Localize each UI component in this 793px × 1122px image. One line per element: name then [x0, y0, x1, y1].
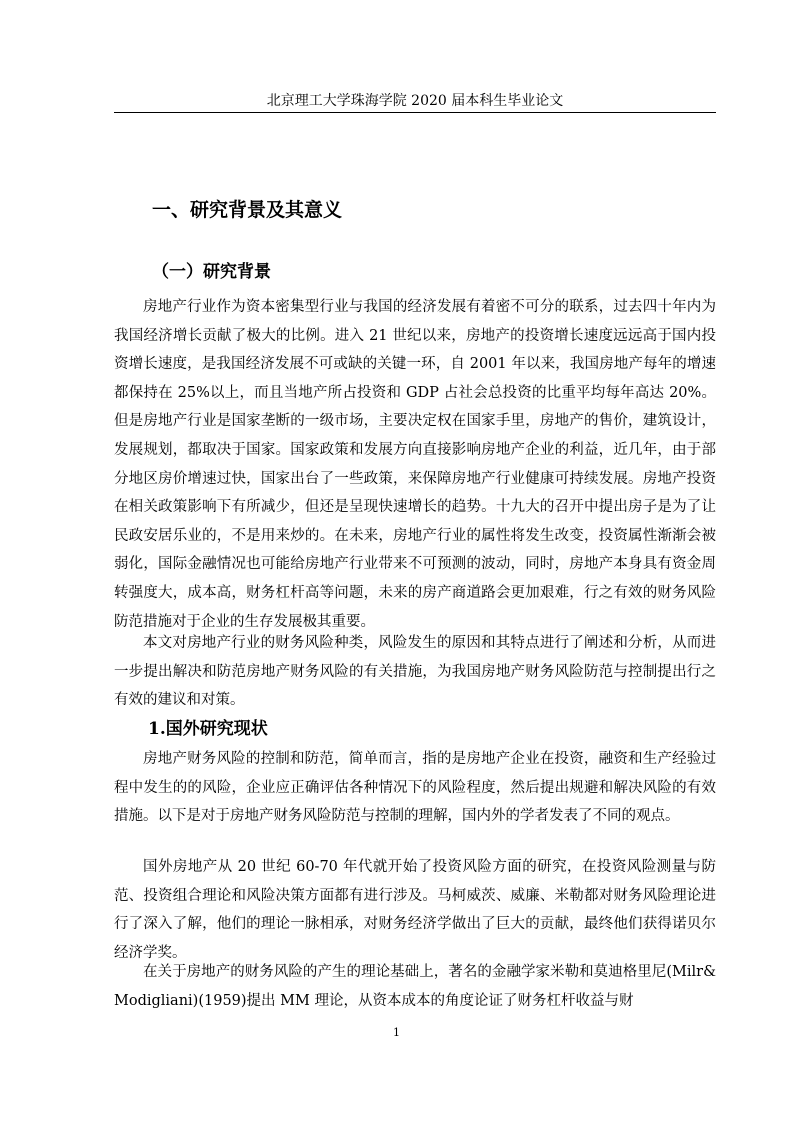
subsubsection-heading: 1.国外研究现状 [148, 719, 268, 739]
running-header: 北京理工大学珠海学院 2020 届本科生毕业论文 [266, 93, 564, 109]
paragraph-background-1: 房地产行业作为资本密集型行业与我国的经济发展有着密不可分的联系，过去四十年内为我国经济增长贡献了极大的比例。进入 21 世纪以来，房地产的投资增长速度远远高于国内投资增长速度，是我国经济发展不可或缺的关键一环，自 2001 年以来，我国房地产每年的增速都保持在 25%以上，而且当地产所占投资和 GDP 占社会总投资的比重平均每年高达 20%。但是房地产行业是国家垄断的一级市场，主要决定权在国家手里，房地产的售价，建筑设计，发展规划，都取决于国家。国家政策和发展方向直接影响房地产企业的利益，近几年，由于部分地区房价增速过快，国家出台了一些政策，来保障房地产行业健康可持续发展。房地产投资在相关政策影响下有所减少，但还是呈现快速增长的趋势。十九大的召开中提出房子是为了让民政安居乐业的，不是用来炒的。在未来，房地产行业的属性将发生改变，投资属性渐渐会被弱化，国际金融情况也可能给房地产行业带来不可预测的波动，同时，房地产本身具有资金周转强度大，成本高，财务杠杆高等问题，未来的房产商道路会更加艰难，行之有效的财务风险防范措施对于企业的生存发展极其重要。 [114, 299, 716, 630]
section-heading: 一、研究背景及其意义 [152, 199, 343, 221]
paragraph-background-2: 本文对房地产行业的财务风险种类，风险发生的原因和其特点进行了阐述和分析，从而进一步提出解决和防范房地产财务风险的有关措施，为我国房地产财务风险防范与控制提出行之有效的建议和对策。 [114, 635, 716, 709]
paragraph-foreign-1: 房地产财务风险的控制和防范，简单而言，指的是房地产企业在投资，融资和生产经验过程中发生的的风险，企业应正确评估各种情况下的风险程度，然后提出规避和解决风险的有效措施。以下是对于房地产财务风险防范与控制的理解，国内外的学者发表了不同的观点。 [114, 751, 716, 825]
paragraph-foreign-2: 国外房地产从 20 世纪 60-70 年代就开始了投资风险方面的研究，在投资风险测量与防范、投资组合理论和风险决策方面都有进行涉及。马柯威茨、威廉、米勒都对财务风险理论进行了深入了解，他们的理论一脉相承，对财务经济学做出了巨大的贡献，最终他们获得诺贝尔经济学奖。 [114, 859, 716, 961]
header-divider [114, 112, 716, 113]
paragraph-foreign-3: 在关于房地产的财务风险的产生的理论基础上，著名的金融学家米勒和莫迪格里尼(Milr& Modigliani)(1959)提出 MM 理论，从资本成本的角度论证了财务杠杆收益与财 [114, 964, 716, 1009]
page-number: 1 [393, 1026, 400, 1039]
subsection-heading: （一）研究背景 [152, 262, 271, 282]
